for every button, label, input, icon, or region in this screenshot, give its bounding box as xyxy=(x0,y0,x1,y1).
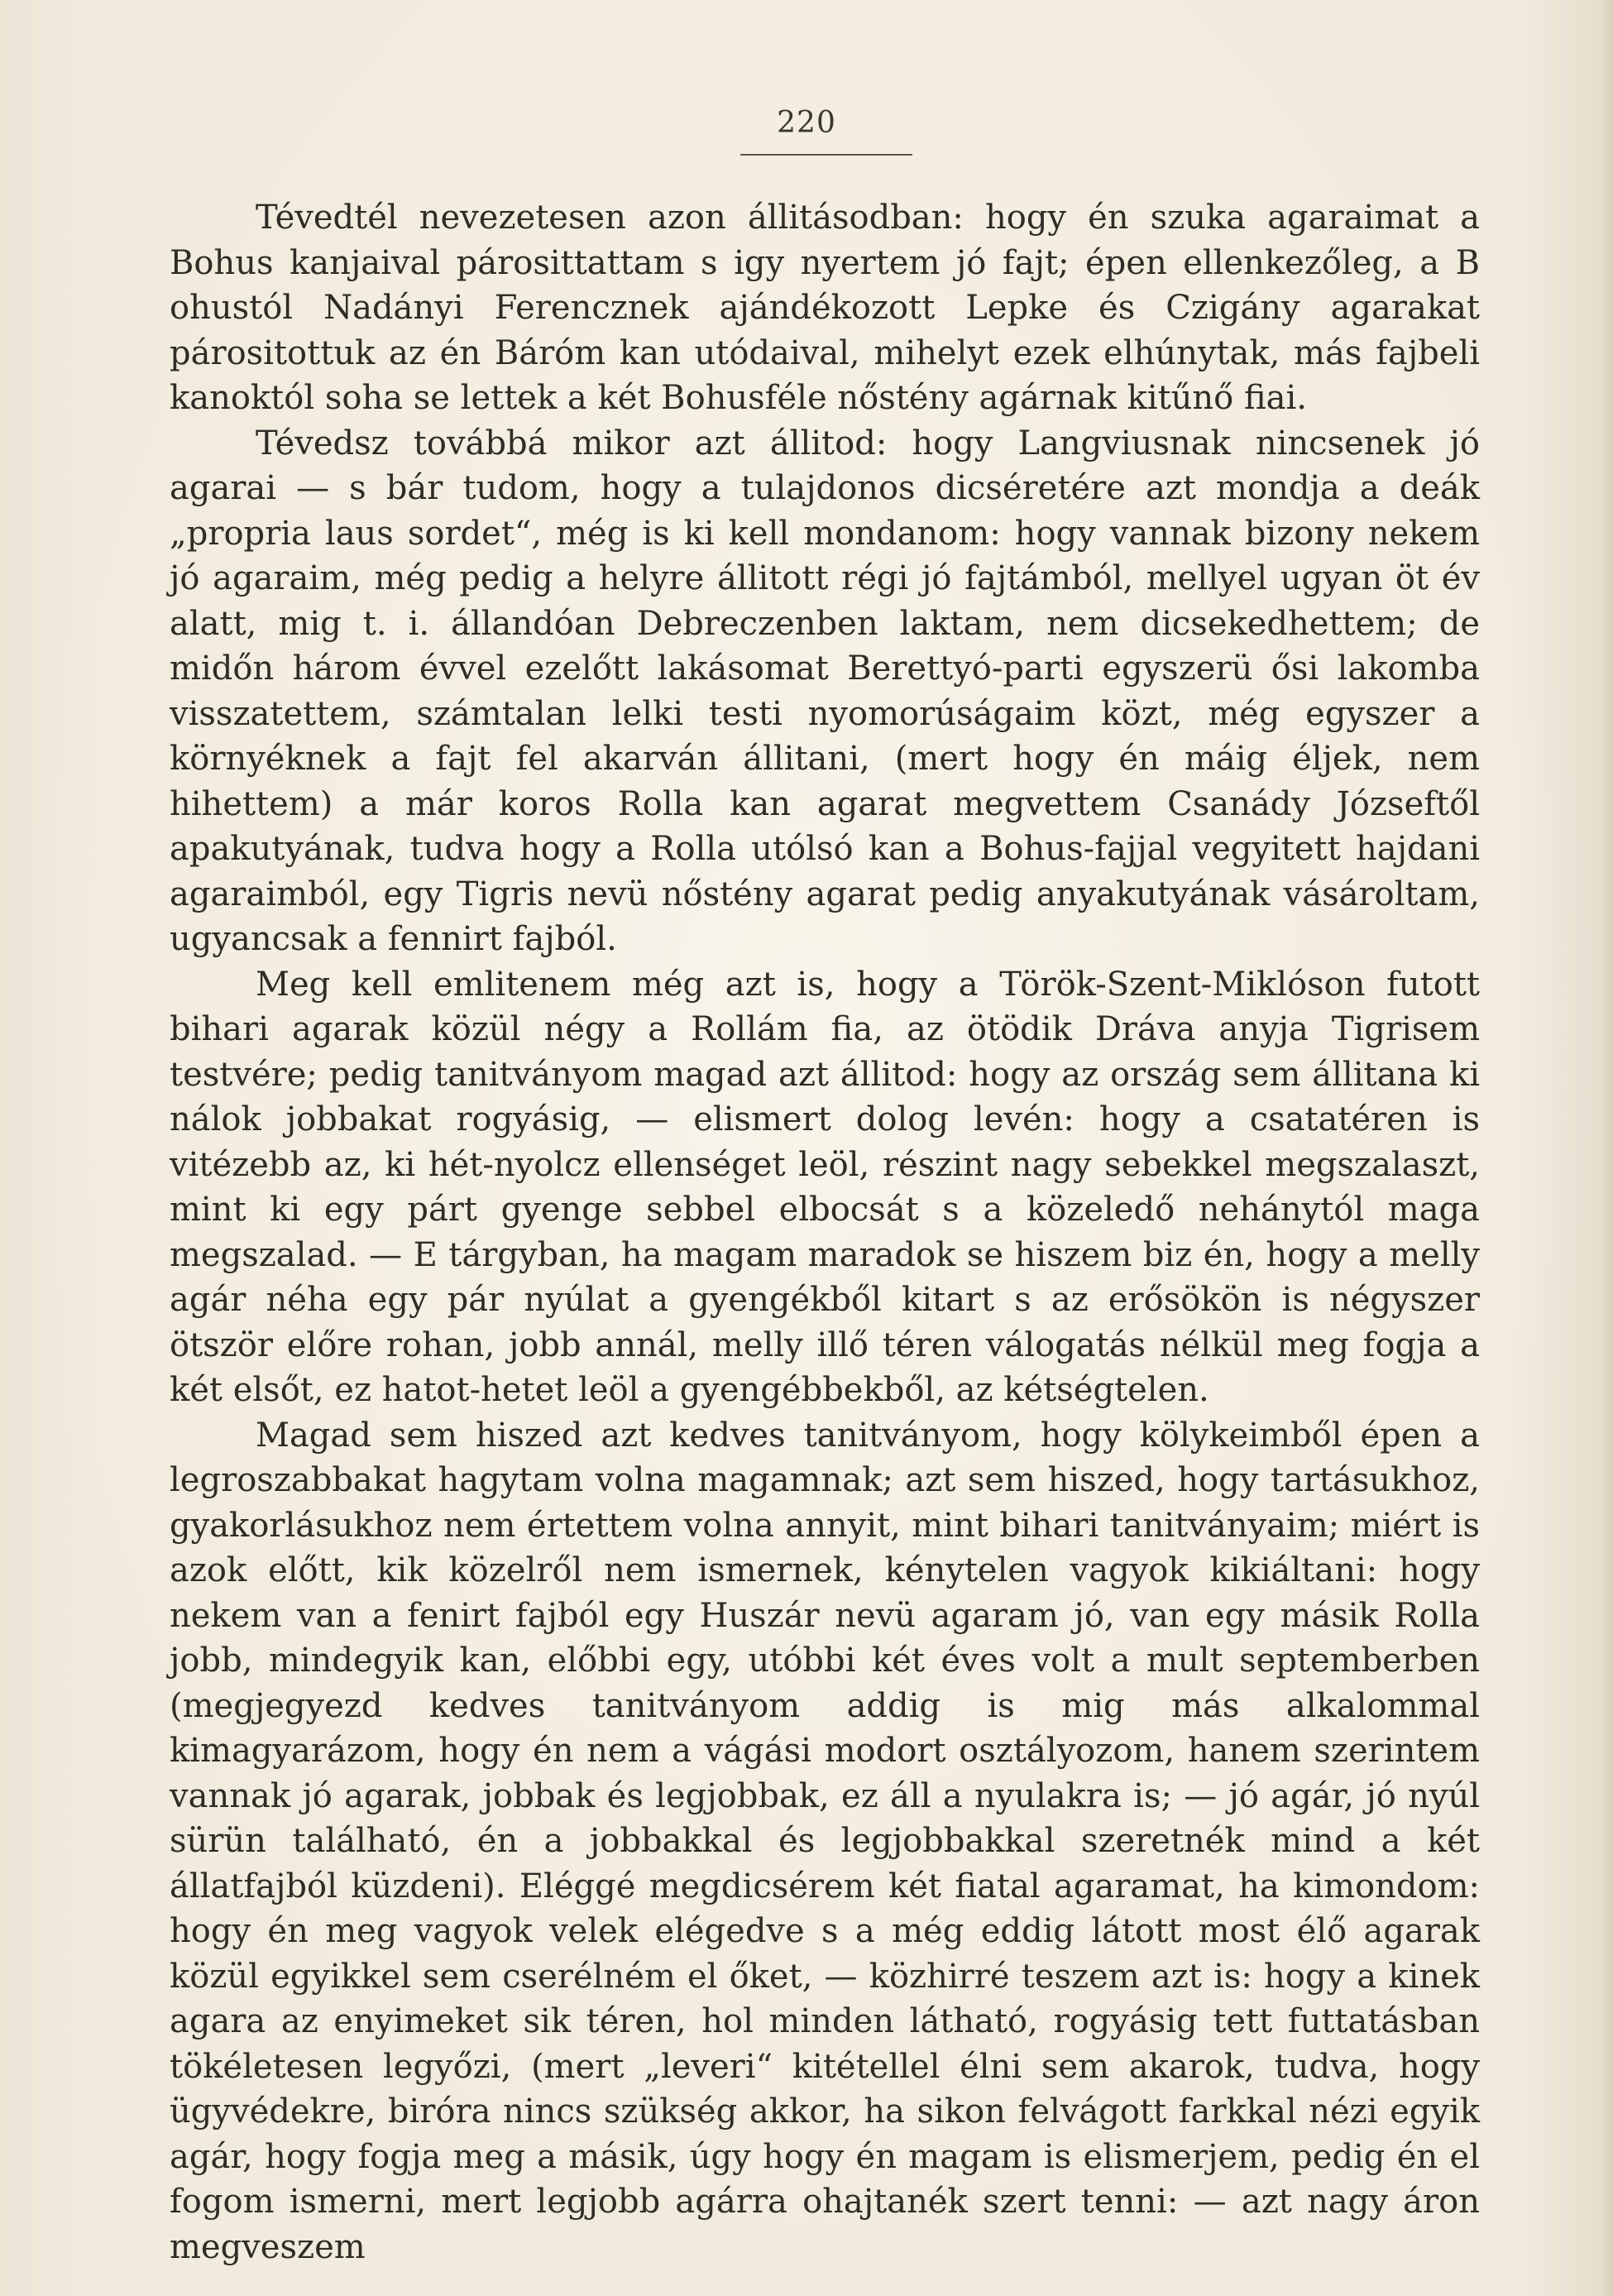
body-text xyxy=(170,195,1480,2270)
header-rule xyxy=(740,154,912,156)
page-number: 220 xyxy=(777,106,836,140)
paragraph: Magad sem hiszed azt kedves tanitványom, hogy kölykeimből épen a legroszabbakat hagytam volna magamnak; azt sem hiszed, hogy tartásukhoz, gyakorlásukhoz nem értettem volna annyit, mint bihari tanitványaim; miért is azok előtt, kik közelről nem ismernek, kénytelen vagyok kikiáltani: hogy nekem van a fenirt fajból egy Huszár nevü agaram jó, van egy másik Rolla jobb, mindegyik kan, előbbi egy, utóbbi két éves volt a mult septemberben (megjegyezd kedves tanitványom addig is mig más alkalommal kimagyarázom, hogy én nem a vágási modort osztályozom, hanem szerintem vannak jó agarak, jobbak és legjobbak, ez áll a nyulakra is; — jó agár, jó nyúl sürün található, én a jobbakkal és legjobbakkal szeretnék mind a két állatfajból küzdeni). Eléggé megdicsérem két fiatal agaramat, ha kimondom: hogy én meg vagyok velek elégedve s a még eddig látott most élő agarak közül egyikkel sem cserélném el őket, — közhirré teszem azt is: hogy a kinek agara az enyimeket sik téren, hol minden látható, rogyásig tett futtatásban tökéletesen legyőzi, (mert „leveri“ kitétellel élni sem akarok, tudva, hogy ügyvédekre, biróra nincs szükség akkor, ha sikon felvágott farkkal nézi egyik agár, hogy fogja meg a másik, úgy hogy én magam is elismerjem, pedig én el fogom ismerni, mert legjobb agárra ohajtanék szert tenni: — azt nagy áron megveszem xyxy=(170,1416,1480,2266)
page-edge-shadow xyxy=(1601,0,1613,2296)
paragraph: Tévedsz továbbá mikor azt állitod: hogy Langviusnak nincsenek jó agarai — s bár tudom, hogy a tulajdonos dicséretére azt mondja a deák „propria laus sordet“, még is ki kell mondanom: hogy vannak bizony nekem jó agaraim, még pedig a helyre állitott régi jó fajtámból, mellyel ugyan öt év alatt, mig t. i. állandóan Debreczenben laktam, nem dicsekedhettem; de midőn három évvel ezelőtt lakásomat Berettyó-parti egyszerü ősi lakomba visszatettem, számtalan lelki testi nyomorúságaim közt, még egyszer a környéknek a fajt fel akarván állitani, (mert hogy én máig éljek, nem hihettem) a már koros Rolla kan agarat megvettem Csanády Józseftől apakutyának, tudva hogy a Rolla utólsó kan a Bohus-fajjal vegyitett hajdani agaraimból, egy Tigris nevü nőstény agarat pedig anyakutyának vásároltam, ugyancsak a fennirt fajból. xyxy=(170,424,1480,958)
paragraph: Tévedtél nevezetesen azon állitásodban: hogy én szuka agaraimat a Bohus kanjaival párosittattam s igy nyertem jó fajt; épen ellenkezőleg, a B ohustól Nadányi Ferencznek ajándékozott Lepke és Czigány agarakat párositottuk az én Báróm kan utódaival, mihelyt ezek elhúnytak, más fajbeli kanoktól soha se lettek a két Bohusféle nőstény agárnak kitűnő fiai. xyxy=(170,199,1480,417)
paragraph: Meg kell emlitenem még azt is, hogy a Török-Szent-Miklóson futott bihari agarak közül négy a Rollám fia, az ötödik Dráva anyja Tigrisem testvére; pedig tanitványom magad azt állitod: hogy az ország sem állitana ki nálok jobbakat rogyásig, — elismert dolog levén: hogy a csatatéren is vitézebb az, ki hét-nyolcz ellenséget leöl, részint nagy sebekkel megszalaszt, mint ki egy párt gyenge sebbel elbocsát s a közeledő nehánytól maga megszalad. — E tárgyban, ha magam maradok se hiszem biz én, hogy a melly agár néha egy pár nyúlat a gyengékből kitart s az erősökön is négyszer ötször előre rohan, jobb annál, melly illő téren válogatás nélkül meg fogja a két elsőt, ez hatot-hetet leöl a gyengébbekből, az kétségtelen. xyxy=(170,965,1480,1409)
